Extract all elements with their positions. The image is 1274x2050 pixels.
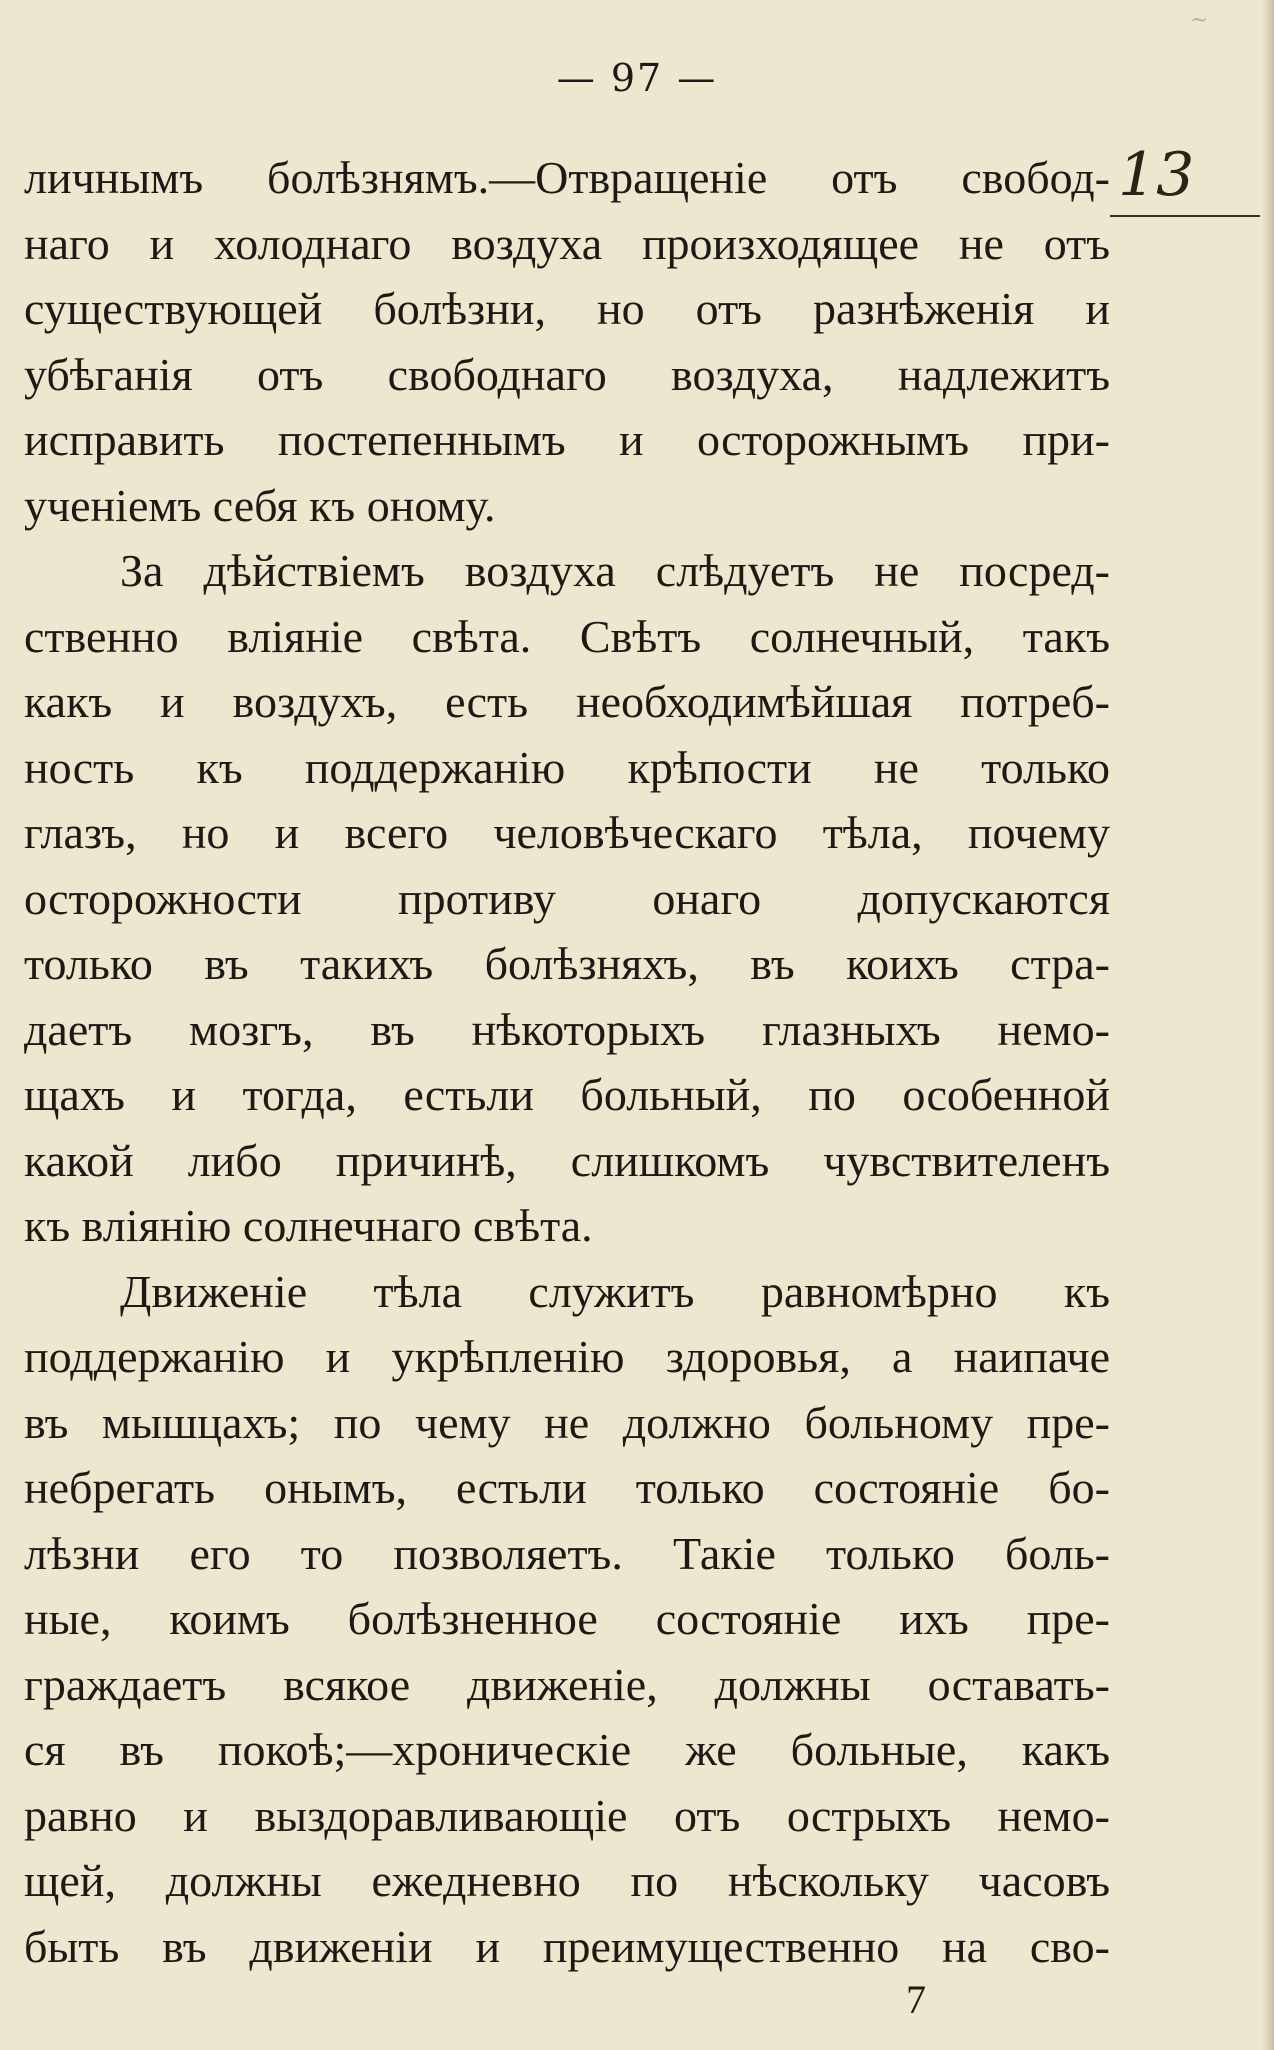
text-line: въ мышцахъ; по чему не должно больному пре- — [24, 1396, 1110, 1448]
text-line: ученіемъ себя къ оному. — [24, 479, 496, 531]
text-line: граждаетъ всякое движеніе, должны оставать- — [24, 1658, 1110, 1710]
text-line: небрегать онымъ, естьли только состояніе бо- — [24, 1462, 1110, 1513]
paragraph-start-line: Движеніе тѣла служитъ равномѣрно къ — [120, 1265, 1110, 1317]
body-text — [24, 145, 1110, 1979]
text-line: поддержанію и укрѣпленію здоровья, а наипаче — [24, 1331, 1110, 1382]
margin-underline — [1110, 215, 1260, 217]
text-line: какой либо причинѣ, слишкомъ чувствителенъ — [24, 1134, 1110, 1186]
text-line: щахъ и тогда, естьли больный, по особенной — [24, 1069, 1110, 1120]
page-number: — 97 — — [556, 56, 718, 100]
text-line: наго и холоднаго воздуха произходящее не отъ — [24, 217, 1110, 269]
text-line: быть въ движеніи и преимущественно на сво- — [24, 1920, 1110, 1972]
paragraph-start-line: За дѣйствіемъ воздуха слѣдуетъ не посред- — [120, 545, 1110, 596]
margin-handwritten-note: 13 — [1118, 140, 1195, 210]
text-line: личнымъ болѣзнямъ.—Отвращеніе отъ свобод- — [24, 152, 1110, 203]
text-line: ся въ покоѣ;—хроническіе же больные, какъ — [24, 1724, 1110, 1775]
text-line: ные, коимъ болѣзненное состояніе ихъ пре- — [24, 1593, 1110, 1644]
text-line: исправить постепеннымъ и осторожнымъ при- — [24, 414, 1110, 465]
text-line: существующей болѣзни, но отъ разнѣженія и — [24, 283, 1110, 334]
text-line: щей, должны ежедневно по нѣскольку часовъ — [24, 1855, 1110, 1906]
text-line: равно и выздоравливающіе отъ острыхъ немо- — [24, 1789, 1110, 1841]
text-line: осторожности противу онаго допускаются — [24, 872, 1110, 924]
text-line: убѣганія отъ свободнаго воздуха, надлежитъ — [24, 348, 1110, 400]
corner-scribble-icon: ~ — [1190, 8, 1209, 33]
text-line: лѣзни его то позволяетъ. Такіе только боль- — [24, 1527, 1110, 1579]
text-line: только въ такихъ болѣзняхъ, въ коихъ стра- — [24, 938, 1110, 989]
page-edge-shadow — [1262, 0, 1274, 2050]
signature-mark: 7 — [906, 1977, 926, 2022]
text-line: къ вліянію солнечнаго свѣта. — [24, 1200, 593, 1251]
text-line: какъ и воздухъ, есть необходимѣйшая потреб- — [24, 676, 1110, 727]
text-line: ственно вліяніе свѣта. Свѣтъ солнечный, такъ — [24, 610, 1110, 662]
text-line: даетъ мозгъ, въ нѣкоторыхъ глазныхъ немо- — [24, 1003, 1110, 1055]
text-line: ность къ поддержанію крѣпости не только — [24, 741, 1110, 793]
text-line: глазъ, но и всего человѣческаго тѣла, почему — [24, 807, 1110, 858]
